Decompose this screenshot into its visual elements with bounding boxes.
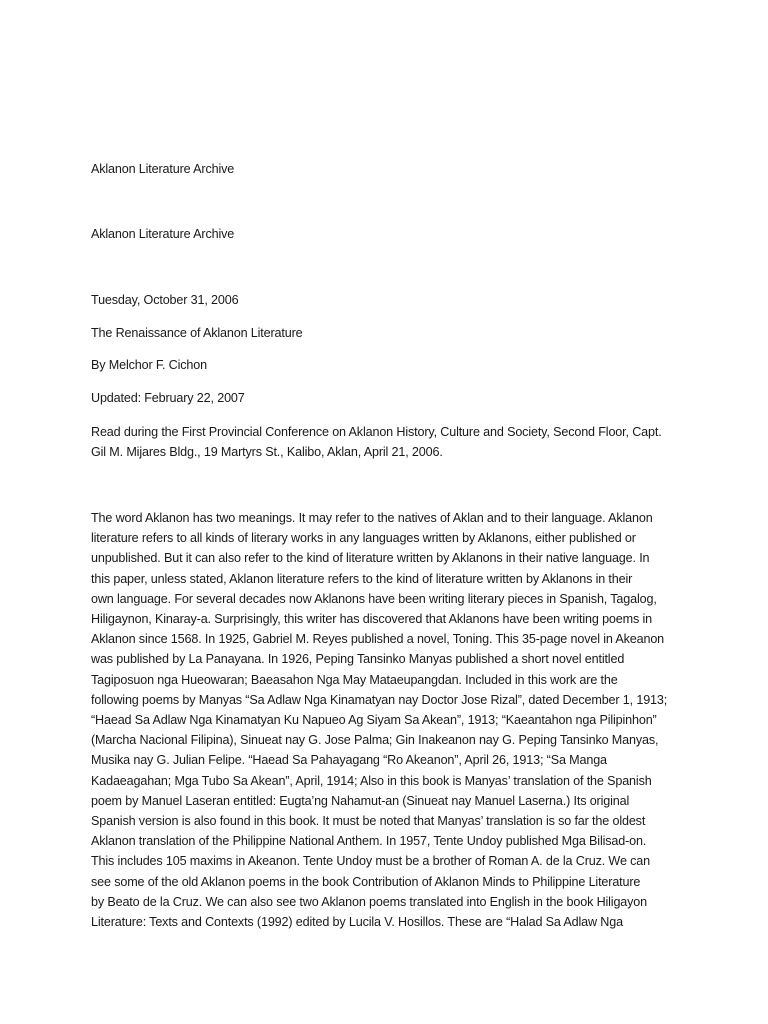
body-line: “Haead Sa Adlaw Nga Kinamatyan Ku Napueo Ag Siyam Sa Akean”, 1913; “Kaeantahon nga Pilipinhon” (91, 713, 657, 728)
body-line: literature refers to all kinds of literary works in any languages written by Aklanons, either published or (91, 531, 636, 546)
body-line: by Beato de la Cruz. We can also see two Aklanon poems translated into English in the book Hiligayon (91, 894, 648, 909)
presentation-note (91, 422, 681, 462)
body-line: This includes 105 maxims in Akeanon. Tente Undoy must be a brother of Roman A. de la Cruz. We can (91, 854, 650, 869)
body-line: Literature: Texts and Contexts (1992) edited by Lucila V. Hosillos. These are “Halad Sa Adlaw Nga (91, 915, 623, 930)
body-line: The word Aklanon has two meanings. It may refer to the natives of Aklan and to their language. Aklanon (91, 511, 653, 525)
body-line: was published by La Panayana. In 1926, Peping Tansinko Manyas published a short novel entitled (91, 652, 625, 667)
body-line: Kadaeagahan; Mga Tubo Sa Akean”, April, 1914; Also in this book is Manyas’ translation of the Spanish (91, 773, 652, 788)
post-date: Tuesday, October 31, 2006 (91, 293, 239, 307)
note-line: Gil M. Mijares Bldg., 19 Martyrs St., Kalibo, Aklan, April 21, 2006. (91, 445, 443, 460)
body-line: own language. For several decades now Aklanons have been writing literary pieces in Spanish, Tagalog, (91, 591, 657, 606)
body-line: Spanish version is also found in this book. It must be noted that Manyas’ translation is so far the oldest (91, 814, 646, 829)
body-line: Aklanon since 1568. In 1925, Gabriel M. Reyes published a novel, Toning. This 35-page novel in Akeanon (91, 632, 665, 647)
body-line: see some of the old Aklanon poems in the book Contribution of Aklanon Minds to Philippine Literature (91, 874, 641, 889)
body-line: unpublished. But it can also refer to the kind of literature written by Aklanons in their native language. In (91, 551, 650, 566)
archive-header: Aklanon Literature Archive (91, 162, 235, 176)
body-line: Aklanon translation of the Philippine National Anthem. In 1957, Tente Undoy published Mga Bilisad-on. (91, 834, 647, 849)
body-line: Hiligaynon, Kinaray-a. Surprisingly, this writer has discovered that Aklanons have been writing poems in (91, 612, 652, 627)
body-line: following poems by Manyas “Sa Adlaw Nga Kinamatyan nay Doctor Jose Rizal”, dated December 1, 1913; (91, 692, 668, 707)
updated-date: Updated: February 22, 2007 (91, 391, 245, 405)
article-byline: By Melchor F. Cichon (91, 358, 207, 372)
body-line: Musika nay G. Julian Felipe. “Haead Sa Pahayagang “Ro Akeanon”, April 26, 1913; “Sa Manga (91, 753, 607, 768)
body-line: this paper, unless stated, Aklanon literature refers to the kind of literature written by Aklanons in their (91, 571, 633, 586)
body-line: (Marcha Nacional Filipina), Sinueat nay G. Jose Palma; Gin Inakeanon nay G. Peping Tansinko Manyas, (91, 733, 659, 748)
article-title: The Renaissance of Aklanon Literature (91, 326, 303, 340)
note-line: Read during the First Provincial Conference on Aklanon History, Culture and Society, Second Floor, Capt. (91, 425, 662, 439)
article-body (91, 508, 681, 932)
body-line: poem by Manuel Laseran entitled: Eugta’ng Nahamut-an (Sinueat nay Manuel Laserna.) Its original (91, 793, 630, 808)
archive-header-repeat: Aklanon Literature Archive (91, 227, 235, 241)
body-line: Tagiposuon nga Hueowaran; Baeasahon Nga May Mataeupangdan. Included in this work are the (91, 672, 618, 687)
